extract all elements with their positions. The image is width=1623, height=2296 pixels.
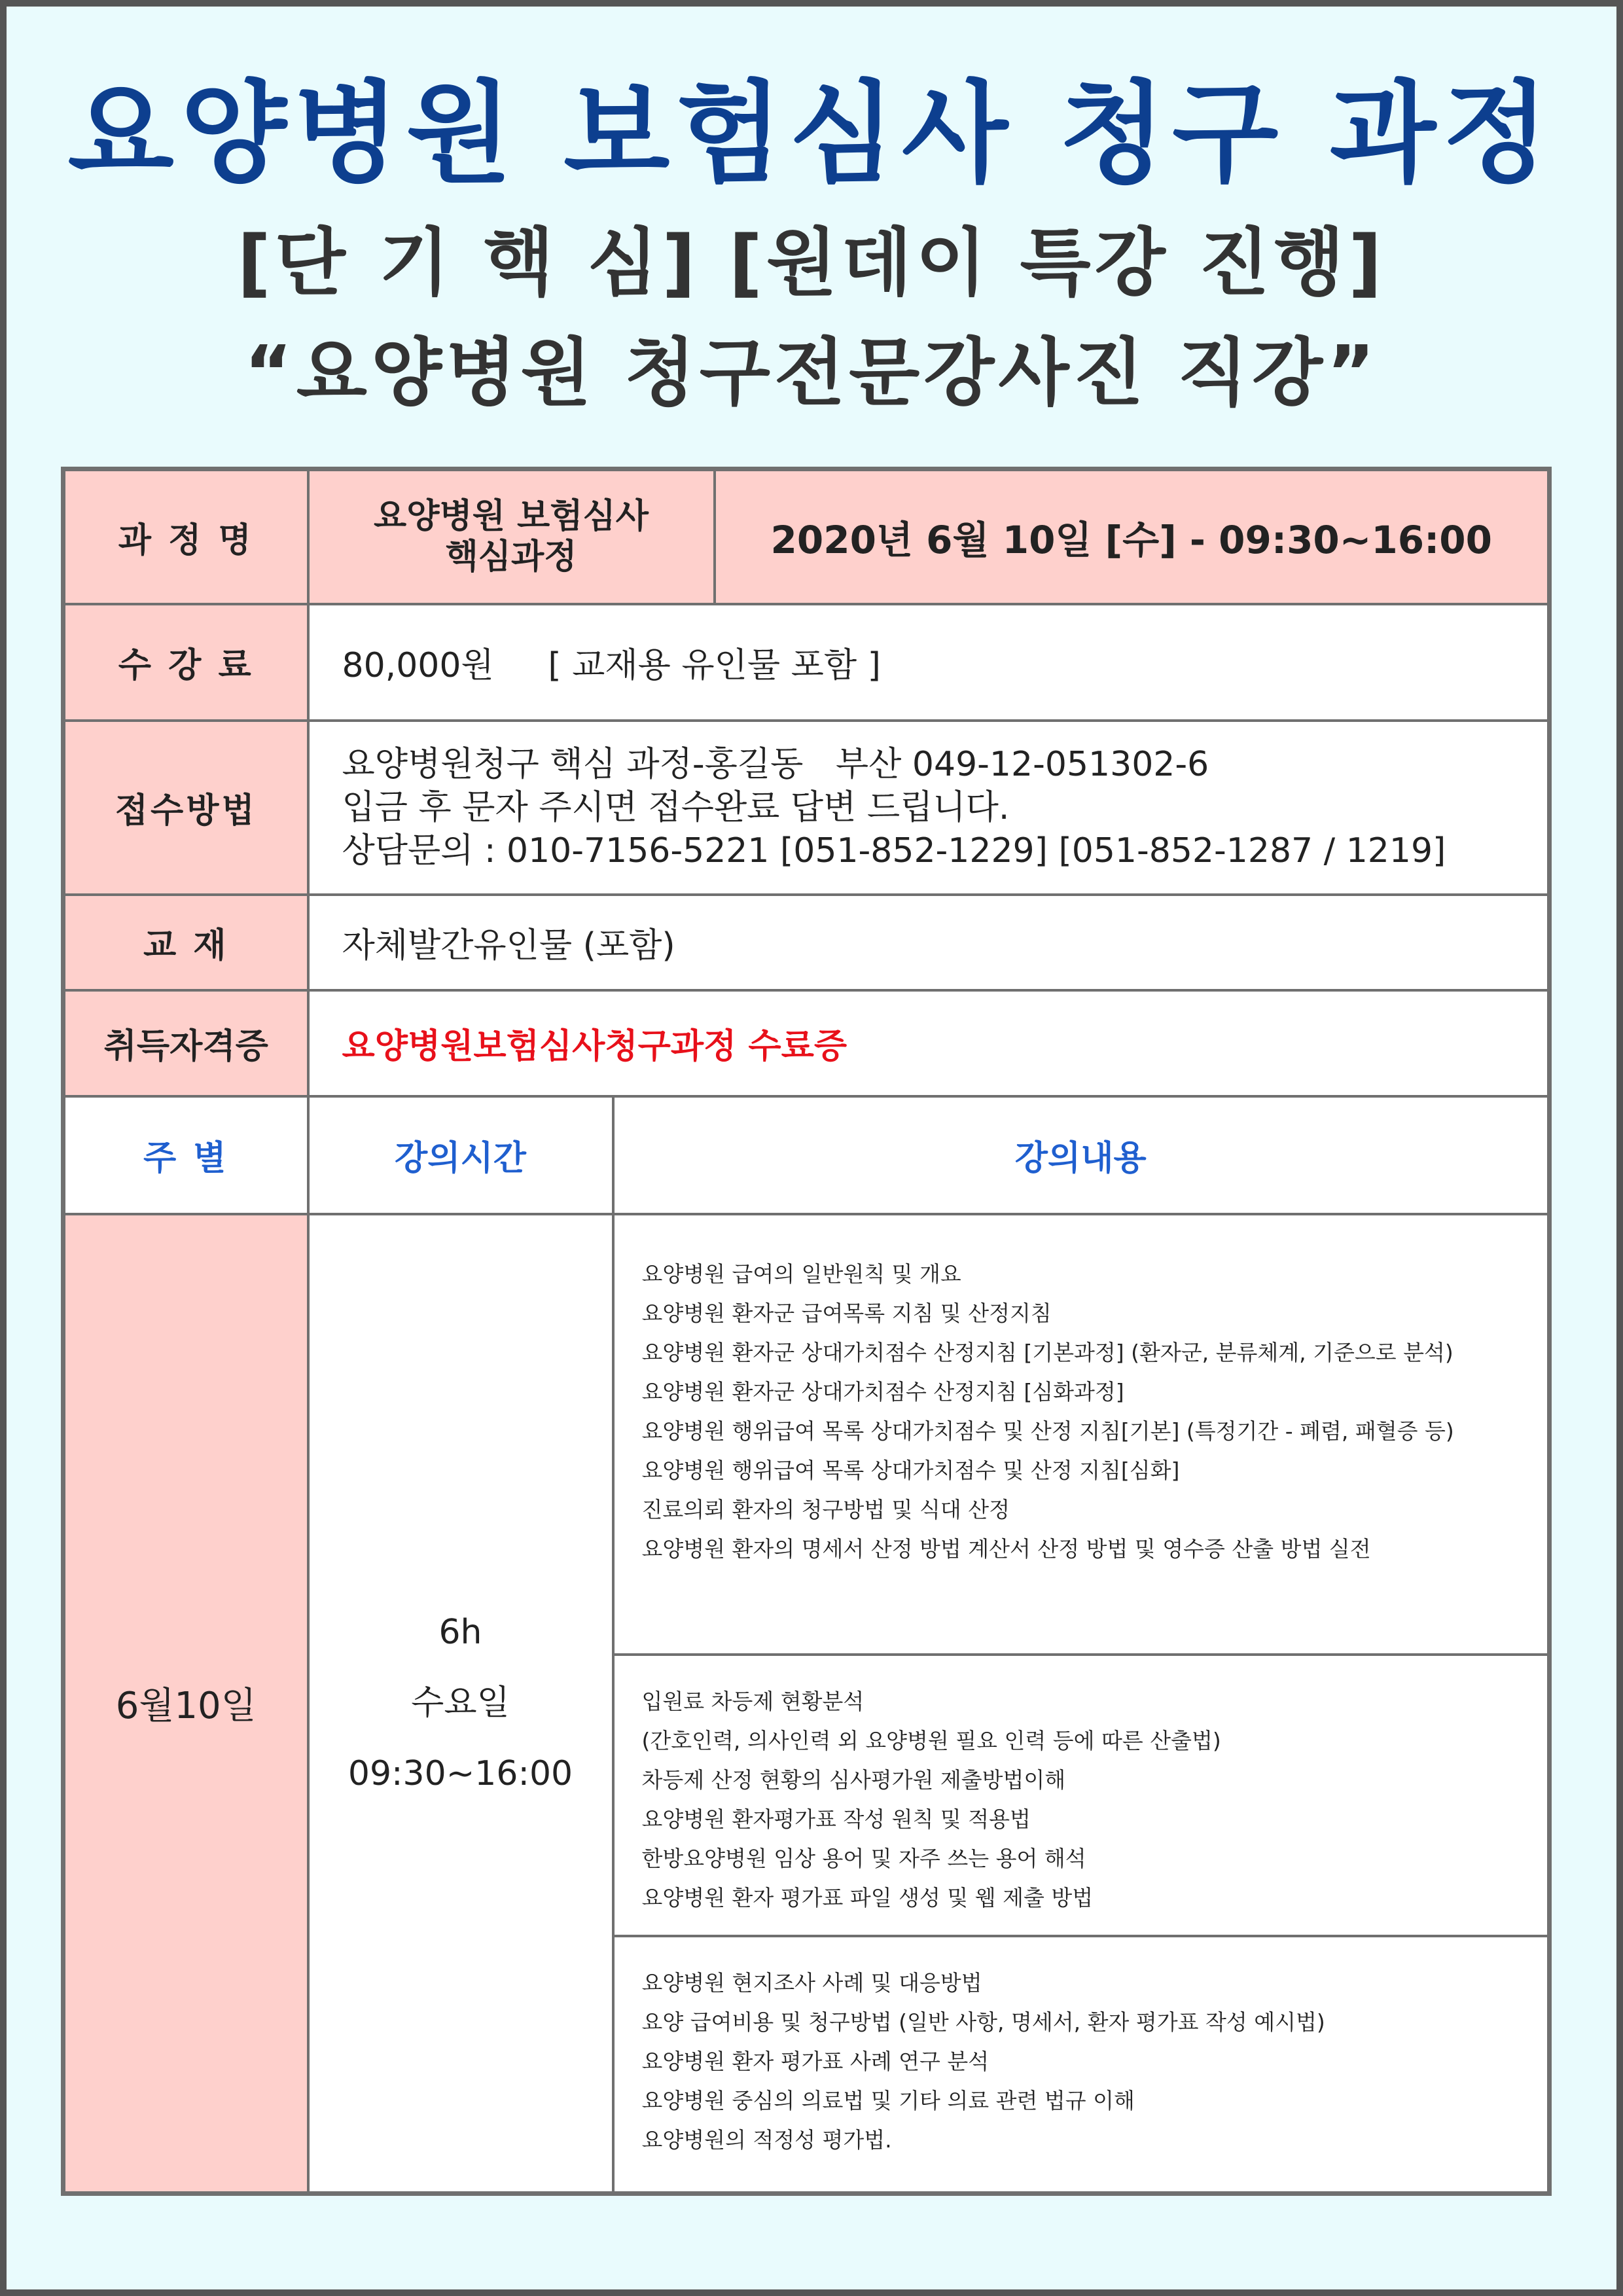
textbook-label: 교 재 <box>63 895 308 990</box>
certificate-value: 요양병원보험심사청구과정 수료증 <box>308 990 1550 1096</box>
textbook-value: 자체발간유인물 (포함) <box>308 895 1550 990</box>
lecture-block-3 <box>615 1937 1548 2160</box>
lecture-item: 요양병원 환자의 명세서 산정 방법 계산서 산정 방법 및 영수증 산출 방법 실전 <box>641 1535 1371 1562</box>
registration-label: 접수방법 <box>63 721 308 895</box>
content-header: 강의내용 <box>613 1096 1550 1214</box>
lecture-item: 요양병원 환자 평가표 사례 연구 분석 <box>641 2048 990 2074</box>
lecture-item: 입원료 차등제 현황분석 <box>641 1688 865 1714</box>
course-name-value <box>308 469 715 604</box>
lecture-block-2 <box>615 1656 1548 1937</box>
lecture-item: (간호인력, 의사인력 외 요양병원 필요 인력 등에 따른 산출법) <box>641 1727 1221 1753</box>
lecture-item: 요양병원의 적정성 평가법. <box>641 2126 892 2153</box>
lecture-item: 한방요양병원 임상 용어 및 자주 쓰는 용어 해석 <box>641 1845 1086 1871</box>
fee-row <box>63 604 1550 721</box>
lecture-item: 요양병원 환자 평가표 파일 생성 및 웹 제출 방법 <box>641 1884 1094 1910</box>
schedule-header-row <box>63 1096 1550 1214</box>
schedule-day: 6월10일 <box>63 1214 308 2194</box>
lecture-item: 요양병원 환자평가표 작성 원칙 및 적용법 <box>641 1806 1031 1832</box>
certificate-label: 취득자격증 <box>63 990 308 1096</box>
lecture-item: 요양병원 환자군 상대가치점수 산정지침 [기본과정] (환자군, 분류체계, 기준으로 분석) <box>641 1339 1454 1365</box>
schedule-row <box>63 1214 1550 2194</box>
lecture-item: 요양병원 행위급여 목록 상대가치점수 및 산정 지침[기본] (특정기간 - 폐렴, 패혈증 등) <box>641 1418 1454 1444</box>
lecture-item: 요양병원 현지조사 사례 및 대응방법 <box>641 1969 982 1996</box>
time-header: 강의시간 <box>308 1096 613 1214</box>
course-date: 2020년 6월 10일 [수] - 09:30~16:00 <box>715 469 1550 604</box>
fee-value: 80,000원 [ 교재용 유인물 포함 ] <box>308 604 1550 721</box>
lecture-item: 요양병원 중심의 의료법 및 기타 의료 관련 법규 이해 <box>641 2087 1135 2113</box>
page-tagline: “요양병원 청구전문강사진 직강” <box>244 331 1379 416</box>
course-name-line2: 핵심과정 <box>445 537 577 577</box>
fee-label: 수 강 료 <box>63 604 308 721</box>
lecture-item: 요양 급여비용 및 청구방법 (일반 사항, 명세서, 환자 평가표 작성 예시법) <box>641 2009 1325 2035</box>
lecture-block-1 <box>615 1215 1548 1656</box>
page-subtitle: [단 기 핵 심] [원데이 특강 진행] <box>237 221 1386 306</box>
course-name-label: 과 정 명 <box>63 469 308 604</box>
lecture-item: 요양병원 환자군 급여목록 지침 및 산정지침 <box>641 1300 1052 1326</box>
course-name-line1: 요양병원 보험심사 <box>374 497 649 537</box>
textbook-row <box>63 895 1550 990</box>
bank-account-line: 요양병원청구 핵심 과정-홍길동 부산 049-12-051302-6 <box>342 744 1209 784</box>
schedule-time-range: 09:30~16:00 <box>348 1754 573 1794</box>
page-title: 요양병원 보험심사 청구 과정 <box>67 69 1556 198</box>
contact-phone-line: 상담문의 : 010-7156-5221 [051-852-1229] [051-852-1287 / 1219] <box>342 831 1446 870</box>
course-name-row <box>63 469 1550 604</box>
schedule-time <box>308 1214 613 2194</box>
certificate-row <box>63 990 1550 1096</box>
schedule-weekday: 수요일 <box>411 1683 510 1723</box>
lecture-content <box>613 1214 1550 2194</box>
registration-note-line: 입금 후 문자 주시면 접수완료 답변 드립니다. <box>342 787 1010 827</box>
schedule-hours: 6h <box>438 1613 482 1653</box>
lecture-item: 차등제 산정 현황의 심사평가원 제출방법이해 <box>641 1767 1066 1793</box>
registration-value <box>308 721 1550 895</box>
week-header: 주 별 <box>63 1096 308 1214</box>
lecture-item: 요양병원 급여의 일반원칙 및 개요 <box>641 1261 961 1287</box>
lecture-item: 진료의뢰 환자의 청구방법 및 식대 산정 <box>641 1496 1010 1522</box>
lecture-item: 요양병원 환자군 상대가치점수 산정지침 [심화과정] <box>641 1378 1124 1405</box>
registration-row <box>63 721 1550 895</box>
course-info-table <box>61 467 1552 2196</box>
lecture-item: 요양병원 행위급여 목록 상대가치점수 및 산정 지침[심화] <box>641 1457 1180 1483</box>
